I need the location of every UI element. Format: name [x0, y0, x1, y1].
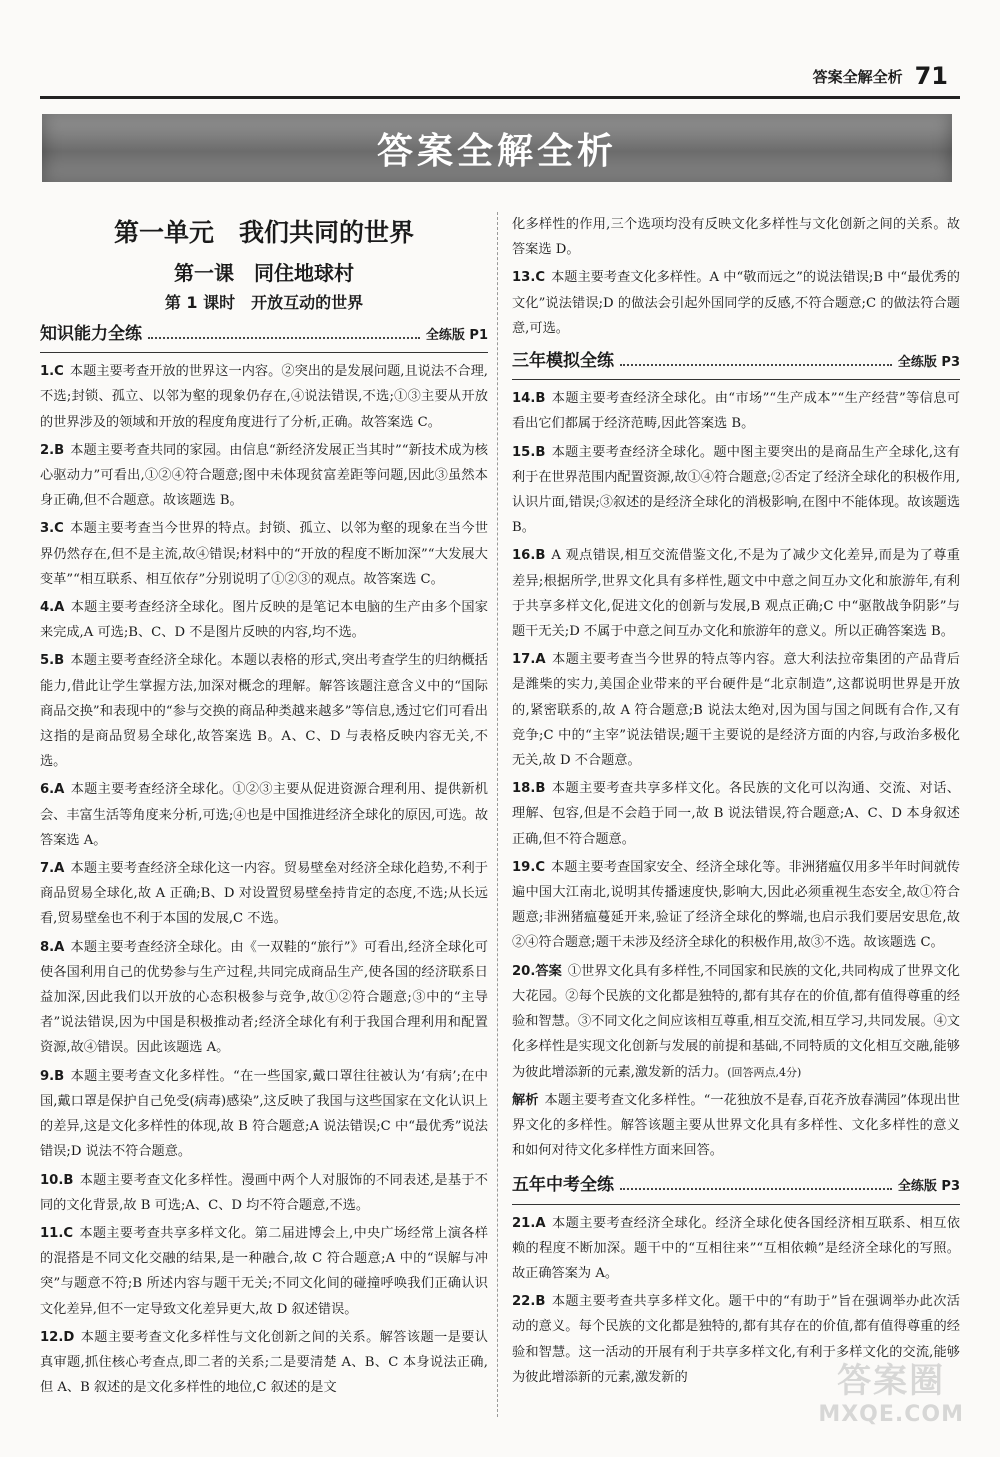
answer-number: 7.A [40, 861, 65, 877]
answer-number: 8.A [40, 939, 65, 955]
answer-text: 本题主要考查文化多样性。“在一些国家,戴口罩往往被认为‘有病’;在中国,戴口罩是保护自己免受(病毒)感染”,这反映了我国与这些国家在文化认识上的差异,这是文化多样性的体现,故 B 符合题意;A 说法错误;C 中“最优秀”说法错误;D 说法不符合题意。 [40, 1068, 488, 1160]
header-rule [40, 96, 960, 99]
answer-number: 15.B [512, 444, 546, 460]
right-column [512, 212, 960, 1393]
section-header-knowledge [40, 322, 488, 353]
dotted-leader [620, 1188, 892, 1190]
answer-number: 20.答案 [512, 963, 562, 979]
watermark [818, 1353, 964, 1427]
answer-text: 本题主要考查经济全球化。由《一双鞋的“旅行”》可看出,经济全球化可使各国利用自己的优势参与生产过程,共同完成商品生产,使各国的经济联系日益加深,因此我们以开放的心态积极参与竞争,故①②符合题意;③中的“主导者”说法错误,因为中国是积极推动者;经济全球化有利于我国合理利用和配置资源,故④错误。因此该题选 A。 [40, 939, 488, 1056]
answer-item [40, 777, 488, 853]
answer-item [40, 648, 488, 774]
answer-item [40, 359, 488, 435]
dotted-leader [620, 364, 892, 366]
section-header-five-year [512, 1173, 960, 1204]
answer-text: 本题主要考查经济全球化。图片反映的是笔记本电脑的生产由多个国家来完成,A 可选;B、C、D 不是图片反映的内容,均不选。 [40, 600, 488, 641]
answer-number: 19.C [512, 859, 546, 875]
answer-text: 本题主要考查经济全球化。本题以表格的形式,突出考查学生的归纳概括能力,借此让学生掌握方法,加深对概念的理解。解答该题注意含义中的“国际商品交换”和表现中的“参与交换的商品种类越来越多”等信息,透过它们可看出这指的是商品贸易全球化,故答案选 B。A、C、D 与表格反映内容无关,不选。 [40, 653, 488, 770]
unit-title: 第一单元 我们共同的世界 [113, 218, 414, 247]
answer-number: 12.D [40, 1329, 75, 1345]
left-column [40, 210, 488, 1403]
answer-number: 18.B [512, 781, 546, 797]
analysis-block [512, 1088, 960, 1164]
analysis-label: 解析 [512, 1092, 539, 1108]
answer-text: A 观点错误,相互交流借鉴文化,不是为了减少文化差异,而是为了尊重差异;根据所学,世界文化具有多样性,题文中中意之间互办文化和旅游年,有利于共享多样文化,促进文化的创新与发展,B 观点正确;C 中“驱散战争阴影”与题干无关;D 不属于中意之间互办文化和旅游年的意义。所以正确答案选 B。 [512, 548, 960, 640]
section-ref: 全练版 P3 [897, 355, 960, 371]
answer-item [512, 776, 960, 852]
answer-number: 1.C [40, 364, 64, 380]
section-ref: 全练版 P1 [425, 328, 488, 343]
banner-title: 答案全解全析 [376, 130, 617, 172]
section-ref: 全练版 P3 [897, 1179, 960, 1195]
answer-number: 4.A [40, 600, 65, 616]
watermark-url: MXQE.COM [818, 1402, 964, 1427]
answer-item [40, 856, 488, 932]
answer-item [40, 935, 488, 1061]
answer-text: 本题主要考查当今世界的特点。封锁、孤立、以邻为壑的现象在当今世界仍然存在,但不是主流,故④错误;材料中的“开放的程度不断加深”“大发展大变革”“相互联系、相互依存”分别说明了①②③的观点。故答案选 C。 [40, 521, 488, 587]
answer-item [512, 855, 960, 956]
answer-number: 11.C [40, 1225, 74, 1241]
answer-text: 化多样性的作用,三个选项均没有反映文化多样性与文化创新之间的关系。故答案选 D。 [512, 217, 960, 258]
answer-list-left [40, 359, 488, 1400]
answer-number: 9.B [40, 1068, 65, 1084]
answer-item [40, 438, 488, 514]
answer-text: 本题主要考查国家安全、经济全球化等。非洲猪瘟仅用多半年时间就传遍中国大江南北,说明其传播速度快,影响大,因此必须重视生态安全,故①符合题意;非洲猪瘟蔓延开来,验证了经济全球化的弊端,也启示我们要居安思危,故②④符合题意;题干未涉及经济全球化的积极作用,故③不选。故该题选 C。 [512, 859, 960, 951]
answer-text: 本题主要考查经济全球化这一内容。贸易壁垒对经济全球化趋势,不利于商品贸易全球化,故 A 正确;B、D 对设置贸易壁垒持肯定的态度,不选;从长远看,贸易壁垒也不利于本国的发展,C 不选。 [40, 861, 488, 927]
answer-text: 本题主要考查经济全球化。题中图主要突出的是商品生产全球化,这有利于在世界范围内配置资源,故①④符合题意;②否定了经济全球化的积极作用,认识片面,错误;③叙述的是经济全球化的消极影响,在图中不能体现。故该题选 B。 [512, 444, 961, 536]
answer-number: 22.B [512, 1294, 546, 1310]
answer-item [40, 1064, 488, 1165]
answer-number: 14.B [512, 391, 546, 407]
section-name: 三年模拟全练 [512, 351, 614, 372]
answer-item [512, 440, 960, 541]
page-number: 71 [914, 62, 948, 90]
answer-number: 13.C [512, 270, 546, 286]
answer-text: 本题主要考查共享多样文化。第二届进博会上,中央广场经常上演各样的混搭是不同文化交融的结果,是一种融合,故 C 符合题意;A 中的“误解与冲突”与题意不符;B 所述内容与题干无关;不同文化间的碰撞呼唤我们正确认识文化差异,但不一定导致文化差异更大,故 D 叙述错误。 [40, 1225, 488, 1317]
section-header-three-year [512, 349, 960, 380]
answer-item [512, 1211, 960, 1287]
section-name: 五年中考全练 [512, 1175, 614, 1196]
answer-item [512, 212, 960, 262]
header-bar [813, 62, 948, 90]
answer-item [512, 543, 960, 644]
dotted-leader [148, 337, 420, 339]
section-name: 知识能力全练 [40, 324, 142, 344]
answer-number: 2.B [40, 442, 65, 458]
answer-list-right-b [512, 386, 960, 1084]
answer-text: 本题主要考查共享多样文化。各民族的文化可以沟通、交流、对话、理解、包容,但是不会趋于同一,故 B 说法错误,符合题意;A、C、D 本身叙述正确,但不符合题意。 [512, 781, 960, 847]
lesson-title: 第一课 同住地球村 [174, 261, 354, 285]
answer-item [512, 959, 960, 1085]
answer-number: 3.C [40, 521, 64, 537]
answer-number: 16.B [512, 548, 546, 564]
answer-item [40, 1168, 488, 1218]
answer-number: 6.A [40, 782, 65, 798]
answer-text: 本题主要考查共同的家园。由信息“新经济发展正当其时”“新技术成为核心驱动力”可看出,①②④符合题意;图中未体现贫富差距等问题,因此③虽然本身正确,但不合题意。故该题选 B。 [40, 442, 488, 509]
answer-text: 本题主要考查开放的世界这一内容。②突出的是发展问题,且说法不合理,不选;封锁、孤立、以邻为壑的现象仍存在,④说法错误,不选;①③主要从开放的世界涉及的领域和开放的程度角度进行了分析,正确。故答案选 C。 [40, 364, 488, 430]
answer-list-right-a [512, 212, 960, 341]
answer-item [40, 595, 488, 645]
answer-text: 本题主要考查文化多样性。A 中“敬而远之”的说法错误;B 中“最优秀的文化”说法错误;D 的做法会引起外国同学的反感,不符合题意;C 的做法符合题意,可选。 [512, 270, 960, 336]
answer-number: 10.B [40, 1172, 74, 1188]
column-divider [497, 212, 498, 1417]
header-label: 答案全解全析 [812, 67, 903, 86]
answer-item [40, 516, 488, 592]
watermark-logo: 答案圈 [837, 1361, 946, 1401]
analysis-text: 本题主要考查文化多样性。“一花独放不是春,百花齐放春满园”体现出世界文化的多样性。解答该题主要从世界文化具有多样性、文化多样性的意义和如何对待文化多样性方面来回答。 [512, 1092, 960, 1159]
answer-item [512, 647, 960, 773]
answer-item [40, 1325, 488, 1401]
answer-text: 本题主要考查经济全球化。①②③主要从促进资源合理利用、提供新机会、丰富生活等角度来分析,可选;④也是中国推进经济全球化的原因,可选。故答案选 A。 [40, 782, 489, 848]
answer-item [512, 386, 960, 436]
answer-item [40, 1221, 488, 1322]
answer-text: 本题主要考查共享多样文化。题干中的“有助于”旨在强调举办此次活动的意义。每个民族的文化都是独特的,都有其存在的价值,都有值得尊重的经验和智慧。这一活动的开展有利于共享多样文化,有利于多样文化的交流,能够为彼此增添新的元素,激发新的 [512, 1294, 960, 1385]
answer-text: 本题主要考查文化多样性。漫画中两个人对服饰的不同表述,是基于不同的文化背景,故 B 可选;A、C、D 均不符合题意,不选。 [40, 1172, 488, 1213]
period-title: 第 1 课时 开放互动的世界 [164, 293, 364, 312]
answer-item [512, 265, 960, 341]
answer-text: 本题主要考查文化多样性与文化创新之间的关系。解答该题一是要认真审题,抓住核心考查点,即二者的关系;二是要清楚 A、B、C 本身说法正确,但 A、B 叙述的是文化多样性的地位,C 叙述的是文 [40, 1329, 488, 1396]
answer-note: (回答两点,4分) [727, 1065, 802, 1079]
answer-text: 本题主要考查经济全球化。经济全球化使各国经济相互联系、相互依赖的程度不断加深。题干中的“互相往来”“互相依赖”是经济全球化的写照。故正确答案为 A。 [512, 1215, 960, 1281]
answer-number: 5.B [40, 653, 65, 669]
title-banner [42, 114, 952, 182]
answer-text: 本题主要考查当今世界的特点等内容。意大利法拉帝集团的产品背后是潍柴的实力,美国企业带来的平台硬件是“北京制造”,这都说明世界是开放的,紧密联系的,故 A 符合题意;B 说法太绝对,因为国与国之间既有合作,又有竞争;C 中的“主宰”说法错误;题干主要说的是经济方面的内容,与政治多极化无关,故 D 不合题意。 [512, 652, 960, 769]
answer-number: 17.A [512, 652, 546, 668]
answer-text: ①世界文化具有多样性,不同国家和民族的文化,共同构成了世界文化大花园。②每个民族的文化都是独特的,都有其存在的价值,都有值得尊重的经验和智慧。③不同文化之间应该相互尊重,相互交流,相互学习,共同发展。④文化多样性是实现文化创新与发展的前提和基础,不同特质的文化相互交融,能够为彼此增添新的元素,激发新的活力。 [512, 963, 960, 1080]
answer-number: 21.A [512, 1215, 546, 1231]
answer-text: 本题主要考查经济全球化。由“市场”“生产成本”“生产经营”等信息可看出它们都属于经济范畴,因此答案选 B。 [512, 391, 960, 432]
